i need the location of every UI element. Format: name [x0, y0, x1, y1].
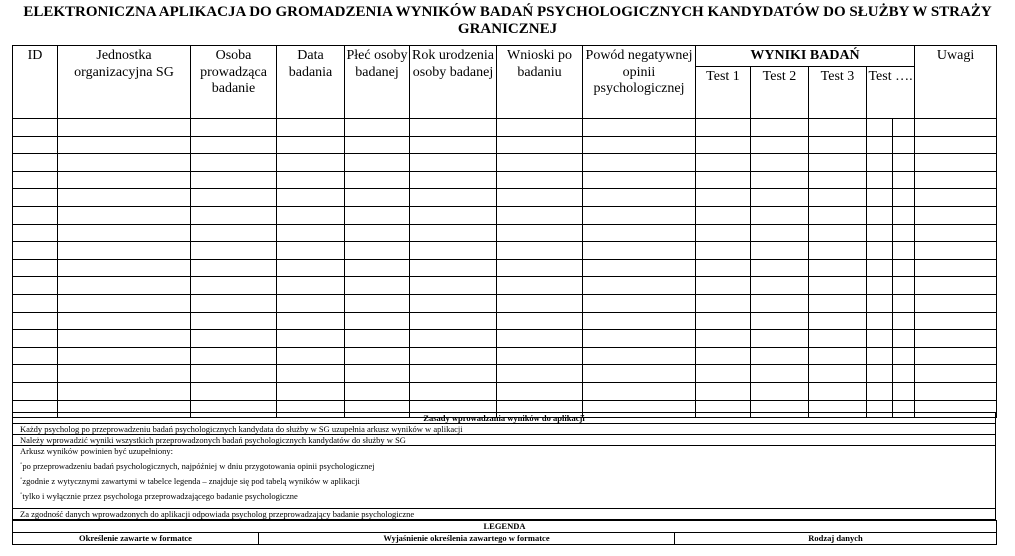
table-cell[interactable] — [13, 294, 58, 312]
table-cell[interactable] — [410, 242, 497, 260]
table-cell[interactable] — [583, 119, 696, 137]
table-cell[interactable] — [893, 382, 915, 400]
title-line-2: GRANICZNEJ — [457, 21, 558, 37]
table-cell[interactable] — [867, 259, 893, 277]
header-test-3: Test 3 — [809, 67, 867, 119]
table-row — [13, 119, 997, 137]
document-title — [0, 4, 1015, 38]
table-cell[interactable] — [915, 382, 997, 400]
table-cell[interactable] — [915, 119, 997, 137]
table-cell[interactable] — [696, 277, 751, 295]
header-test-more: Test …. — [867, 67, 915, 119]
table-cell[interactable] — [583, 206, 696, 224]
table-cell[interactable] — [867, 206, 893, 224]
table-cell[interactable] — [58, 330, 191, 348]
table-cell[interactable] — [58, 136, 191, 154]
table-cell[interactable] — [751, 312, 809, 330]
table-cell[interactable] — [410, 171, 497, 189]
table-cell[interactable] — [13, 312, 58, 330]
table-cell[interactable] — [191, 277, 277, 295]
table-cell[interactable] — [410, 294, 497, 312]
table-cell[interactable] — [277, 347, 345, 365]
table-cell[interactable] — [583, 294, 696, 312]
table-cell[interactable] — [58, 189, 191, 207]
table-cell[interactable] — [867, 136, 893, 154]
table-cell[interactable] — [13, 136, 58, 154]
table-cell[interactable] — [191, 259, 277, 277]
table-cell[interactable] — [410, 136, 497, 154]
table-cell[interactable] — [410, 365, 497, 383]
table-cell[interactable] — [345, 259, 410, 277]
table-cell[interactable] — [345, 347, 410, 365]
table-cell[interactable] — [751, 136, 809, 154]
table-cell[interactable] — [58, 347, 191, 365]
table-cell[interactable] — [809, 382, 867, 400]
table-cell[interactable] — [696, 206, 751, 224]
table-cell[interactable] — [277, 224, 345, 242]
results-table — [12, 45, 997, 418]
table-cell[interactable] — [893, 365, 915, 383]
table-cell[interactable] — [345, 154, 410, 172]
table-cell[interactable] — [696, 312, 751, 330]
table-cell[interactable] — [58, 365, 191, 383]
bullet-dot-icon: ˚ — [20, 462, 23, 470]
header-test-2: Test 2 — [751, 67, 809, 119]
table-cell[interactable] — [345, 242, 410, 260]
table-cell[interactable] — [751, 330, 809, 348]
table-cell[interactable] — [345, 294, 410, 312]
table-cell[interactable] — [583, 136, 696, 154]
table-cell[interactable] — [345, 382, 410, 400]
table-cell[interactable] — [867, 154, 893, 172]
table-cell[interactable] — [497, 347, 583, 365]
header-unit: Jednostka organizacyjna SG — [58, 46, 191, 119]
table-cell[interactable] — [410, 206, 497, 224]
table-cell[interactable] — [345, 119, 410, 137]
table-cell[interactable] — [13, 189, 58, 207]
table-cell[interactable] — [915, 259, 997, 277]
table-cell[interactable] — [915, 347, 997, 365]
table-cell[interactable] — [696, 382, 751, 400]
table-cell[interactable] — [867, 312, 893, 330]
table-cell[interactable] — [915, 330, 997, 348]
table-cell[interactable] — [751, 189, 809, 207]
table-cell[interactable] — [583, 259, 696, 277]
table-cell[interactable] — [751, 277, 809, 295]
table-cell[interactable] — [583, 277, 696, 295]
table-cell[interactable] — [696, 294, 751, 312]
header-sex: Płeć osoby badanej — [345, 46, 410, 119]
table-cell[interactable] — [583, 242, 696, 260]
table-cell[interactable] — [277, 119, 345, 137]
legend-col-2: Wyjaśnienie określenia zawartego w formatce — [259, 533, 675, 545]
table-cell[interactable] — [191, 294, 277, 312]
rules-bullet-3-text: tylko i wyłącznie przez psychologa przeprowadzającego badanie psychologiczne — [22, 491, 298, 501]
table-cell[interactable] — [410, 224, 497, 242]
table-cell[interactable] — [345, 330, 410, 348]
rules-block — [13, 446, 996, 509]
rules-bullet-2 — [20, 476, 995, 486]
table-cell[interactable] — [893, 242, 915, 260]
table-cell[interactable] — [696, 171, 751, 189]
header-reason: Powód negatywnej opinii psychologicznej — [583, 46, 696, 119]
table-cell[interactable] — [696, 136, 751, 154]
table-cell[interactable] — [751, 206, 809, 224]
table-row — [13, 171, 997, 189]
table-row — [13, 330, 997, 348]
results-table-body — [13, 119, 997, 418]
table-cell[interactable] — [867, 242, 893, 260]
table-cell[interactable] — [696, 242, 751, 260]
table-cell[interactable] — [497, 330, 583, 348]
table-cell[interactable] — [583, 154, 696, 172]
table-cell[interactable] — [13, 206, 58, 224]
table-cell[interactable] — [893, 206, 915, 224]
table-cell[interactable] — [893, 119, 915, 137]
table-row — [13, 382, 997, 400]
rules-bullet-1-text: po przeprowadzeniu badań psychologicznych, najpóźniej w dniu przygotowania opinii psychologicznej — [22, 461, 375, 471]
table-cell[interactable] — [915, 365, 997, 383]
table-cell[interactable] — [809, 136, 867, 154]
table-cell[interactable] — [345, 365, 410, 383]
table-cell[interactable] — [13, 242, 58, 260]
rules-line-4: Za zgodność danych wprowadzonych do aplikacji odpowiada psycholog przeprowadzający badanie psychologiczne — [13, 509, 996, 520]
table-cell[interactable] — [809, 330, 867, 348]
rules-heading: Zasady wprowadzania wyników do aplikacji — [13, 413, 996, 424]
table-cell[interactable] — [867, 277, 893, 295]
table-cell[interactable] — [867, 294, 893, 312]
table-cell[interactable] — [191, 347, 277, 365]
table-cell[interactable] — [751, 259, 809, 277]
table-cell[interactable] — [751, 242, 809, 260]
table-cell[interactable] — [809, 119, 867, 137]
table-cell[interactable] — [13, 347, 58, 365]
table-cell[interactable] — [410, 330, 497, 348]
table-cell[interactable] — [809, 206, 867, 224]
table-cell[interactable] — [809, 259, 867, 277]
table-cell[interactable] — [893, 294, 915, 312]
table-cell[interactable] — [345, 171, 410, 189]
table-cell[interactable] — [58, 224, 191, 242]
table-row — [13, 224, 997, 242]
table-cell[interactable] — [58, 171, 191, 189]
table-cell[interactable] — [191, 136, 277, 154]
table-cell[interactable] — [497, 277, 583, 295]
table-cell[interactable] — [191, 119, 277, 137]
table-cell[interactable] — [751, 294, 809, 312]
header-test-1: Test 1 — [696, 67, 751, 119]
rules-line-2: Należy wprowadzić wyniki wszystkich przeprowadzonych badań psychologicznych kandydatów do służby w SG — [13, 435, 996, 446]
table-cell[interactable] — [867, 382, 893, 400]
table-row — [13, 206, 997, 224]
table-cell[interactable] — [583, 365, 696, 383]
table-cell[interactable] — [867, 171, 893, 189]
table-cell[interactable] — [497, 206, 583, 224]
table-cell[interactable] — [410, 312, 497, 330]
table-cell[interactable] — [867, 365, 893, 383]
table-cell[interactable] — [345, 189, 410, 207]
legend-heading: LEGENDA — [13, 521, 997, 533]
table-row — [13, 294, 997, 312]
rules-bullet-1 — [20, 461, 995, 471]
table-cell[interactable] — [497, 189, 583, 207]
table-cell[interactable] — [58, 277, 191, 295]
table-row — [13, 312, 997, 330]
header-conclusions: Wnioski po badaniu — [497, 46, 583, 119]
legend-table — [12, 520, 997, 545]
table-cell[interactable] — [497, 224, 583, 242]
table-cell[interactable] — [277, 154, 345, 172]
table-cell[interactable] — [915, 277, 997, 295]
table-cell[interactable] — [191, 206, 277, 224]
table-cell[interactable] — [915, 242, 997, 260]
table-cell[interactable] — [696, 347, 751, 365]
table-cell[interactable] — [191, 312, 277, 330]
table-cell[interactable] — [696, 330, 751, 348]
table-row — [13, 347, 997, 365]
rules-bullet-2-text: zgodnie z wytycznymi zawartymi w tabelce legenda – znajduje się pod tabelą wyników w aplikacji — [22, 476, 360, 486]
table-cell[interactable] — [893, 189, 915, 207]
table-cell[interactable] — [915, 224, 997, 242]
table-cell[interactable] — [497, 242, 583, 260]
table-cell[interactable] — [915, 294, 997, 312]
table-cell[interactable] — [13, 330, 58, 348]
table-cell[interactable] — [191, 365, 277, 383]
table-cell[interactable] — [277, 365, 345, 383]
table-cell[interactable] — [809, 365, 867, 383]
table-cell[interactable] — [893, 330, 915, 348]
table-cell[interactable] — [191, 242, 277, 260]
rules-line-3: Arkusz wyników powinien być uzupełniony: — [20, 446, 173, 456]
table-row — [13, 136, 997, 154]
table-cell[interactable] — [809, 242, 867, 260]
table-cell[interactable] — [696, 224, 751, 242]
table-cell[interactable] — [191, 330, 277, 348]
table-cell[interactable] — [696, 119, 751, 137]
table-cell[interactable] — [583, 347, 696, 365]
rules-bullet-3 — [20, 491, 995, 501]
table-cell[interactable] — [867, 189, 893, 207]
table-cell[interactable] — [915, 136, 997, 154]
table-cell[interactable] — [410, 382, 497, 400]
table-cell[interactable] — [345, 136, 410, 154]
table-cell[interactable] — [345, 206, 410, 224]
table-cell[interactable] — [13, 365, 58, 383]
header-id: ID — [13, 46, 58, 119]
table-cell[interactable] — [497, 365, 583, 383]
rules-line-1: Każdy psycholog po przeprowadzeniu badań psychologicznych kandydata do służby w SG uzupełnia arkusz wyników w aplikacji — [13, 424, 996, 435]
table-cell[interactable] — [191, 154, 277, 172]
table-cell[interactable] — [583, 189, 696, 207]
table-cell[interactable] — [893, 312, 915, 330]
table-cell[interactable] — [583, 224, 696, 242]
table-cell[interactable] — [751, 119, 809, 137]
table-cell[interactable] — [583, 312, 696, 330]
table-cell[interactable] — [809, 224, 867, 242]
table-cell[interactable] — [58, 206, 191, 224]
table-cell[interactable] — [191, 382, 277, 400]
table-cell[interactable] — [893, 347, 915, 365]
bullet-dot-icon: ˚ — [20, 492, 23, 500]
table-cell[interactable] — [277, 136, 345, 154]
table-cell[interactable] — [345, 277, 410, 295]
table-cell[interactable] — [583, 382, 696, 400]
table-cell[interactable] — [915, 189, 997, 207]
table-cell[interactable] — [58, 294, 191, 312]
table-cell[interactable] — [345, 312, 410, 330]
header-remarks: Uwagi — [915, 46, 997, 119]
table-cell[interactable] — [410, 277, 497, 295]
table-cell[interactable] — [277, 189, 345, 207]
table-cell[interactable] — [13, 154, 58, 172]
table-cell[interactable] — [809, 294, 867, 312]
table-row — [13, 189, 997, 207]
table-cell[interactable] — [58, 242, 191, 260]
table-cell[interactable] — [867, 347, 893, 365]
table-cell[interactable] — [867, 224, 893, 242]
header-person: Osoba prowadząca badanie — [191, 46, 277, 119]
table-cell[interactable] — [410, 154, 497, 172]
table-cell[interactable] — [583, 330, 696, 348]
table-cell[interactable] — [809, 154, 867, 172]
table-cell[interactable] — [915, 154, 997, 172]
header-date: Data badania — [277, 46, 345, 119]
table-row — [13, 259, 997, 277]
table-cell[interactable] — [345, 224, 410, 242]
table-cell[interactable] — [696, 259, 751, 277]
table-cell[interactable] — [410, 189, 497, 207]
table-cell[interactable] — [277, 242, 345, 260]
table-cell[interactable] — [497, 382, 583, 400]
table-cell[interactable] — [751, 365, 809, 383]
table-cell[interactable] — [915, 171, 997, 189]
table-cell[interactable] — [13, 224, 58, 242]
table-cell[interactable] — [696, 154, 751, 172]
table-cell[interactable] — [893, 154, 915, 172]
table-cell[interactable] — [277, 171, 345, 189]
table-cell[interactable] — [497, 171, 583, 189]
table-cell[interactable] — [13, 277, 58, 295]
table-cell[interactable] — [277, 294, 345, 312]
table-cell[interactable] — [751, 347, 809, 365]
table-cell[interactable] — [893, 277, 915, 295]
table-cell[interactable] — [410, 347, 497, 365]
table-cell[interactable] — [497, 312, 583, 330]
table-cell[interactable] — [191, 224, 277, 242]
table-cell[interactable] — [277, 259, 345, 277]
table-cell[interactable] — [58, 312, 191, 330]
table-cell[interactable] — [893, 136, 915, 154]
table-cell[interactable] — [277, 312, 345, 330]
table-cell[interactable] — [867, 119, 893, 137]
rules-table — [12, 412, 996, 520]
table-cell[interactable] — [191, 171, 277, 189]
table-cell[interactable] — [410, 259, 497, 277]
table-cell[interactable] — [915, 206, 997, 224]
table-cell[interactable] — [58, 154, 191, 172]
table-cell[interactable] — [809, 277, 867, 295]
table-cell[interactable] — [696, 365, 751, 383]
table-cell[interactable] — [13, 119, 58, 137]
table-cell[interactable] — [751, 154, 809, 172]
table-cell[interactable] — [696, 189, 751, 207]
table-cell[interactable] — [809, 347, 867, 365]
table-cell[interactable] — [277, 330, 345, 348]
table-row — [13, 154, 997, 172]
header-results-group: WYNIKI BADAŃ — [696, 46, 915, 67]
table-cell[interactable] — [497, 154, 583, 172]
table-cell[interactable] — [58, 382, 191, 400]
table-cell[interactable] — [893, 224, 915, 242]
table-cell[interactable] — [809, 312, 867, 330]
title-line-1: ELEKTRONICZNA APLIKACJA DO GROMADZENIA WYNIKÓW BADAŃ PSYCHOLOGICZNYCH KANDYDATÓW DO SŁUŻBY W STRAŻY — [23, 4, 992, 20]
table-cell[interactable] — [809, 171, 867, 189]
legend-col-3: Rodzaj danych — [675, 533, 997, 545]
header-birth-year: Rok urodzenia osoby badanej — [410, 46, 497, 119]
table-cell[interactable] — [13, 171, 58, 189]
table-cell[interactable] — [867, 330, 893, 348]
table-cell[interactable] — [13, 382, 58, 400]
table-row — [13, 242, 997, 260]
table-cell[interactable] — [58, 119, 191, 137]
legend-col-1: Określenie zawarte w formatce — [13, 533, 259, 545]
table-cell[interactable] — [277, 277, 345, 295]
table-cell[interactable] — [277, 206, 345, 224]
table-row — [13, 365, 997, 383]
bullet-dot-icon: ˚ — [20, 477, 23, 485]
table-cell[interactable] — [191, 189, 277, 207]
table-cell[interactable] — [410, 119, 497, 137]
table-cell[interactable] — [58, 259, 191, 277]
table-cell[interactable] — [277, 382, 345, 400]
table-cell[interactable] — [497, 119, 583, 137]
table-cell[interactable] — [893, 171, 915, 189]
table-cell[interactable] — [751, 382, 809, 400]
table-cell[interactable] — [497, 259, 583, 277]
table-cell[interactable] — [893, 259, 915, 277]
table-cell[interactable] — [497, 294, 583, 312]
table-cell[interactable] — [497, 136, 583, 154]
table-cell[interactable] — [13, 259, 58, 277]
table-cell[interactable] — [809, 189, 867, 207]
table-row — [13, 277, 997, 295]
table-cell[interactable] — [751, 171, 809, 189]
table-cell[interactable] — [583, 171, 696, 189]
table-cell[interactable] — [751, 224, 809, 242]
table-cell[interactable] — [915, 312, 997, 330]
